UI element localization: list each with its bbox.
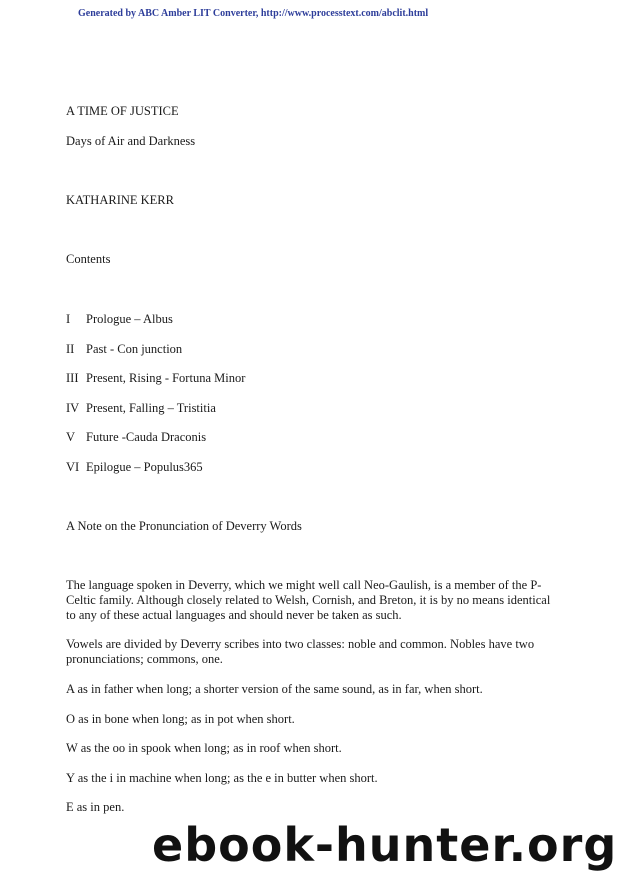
note-paragraph: E as in pen. — [66, 800, 125, 814]
toc-label: Epilogue – Populus365 — [86, 460, 203, 474]
note-paragraph: Y as the i in machine when long; as the e in butter when short. — [66, 771, 378, 785]
toc-item — [66, 342, 182, 357]
note-paragraph: W as the oo in spook when long; as in roof when short. — [66, 741, 342, 755]
toc-label: Prologue – Albus — [86, 312, 173, 326]
note-heading: A Note on the Pronunciation of Deverry Words — [66, 519, 302, 533]
toc-label: Present, Rising - Fortuna Minor — [86, 371, 246, 385]
toc-item — [66, 460, 203, 475]
toc-label: Past - Con junction — [86, 342, 183, 356]
toc-item — [66, 312, 173, 327]
toc-number: V — [66, 430, 76, 444]
note-paragraph: A as in father when long; a shorter version of the same sound, as in far, when short. — [66, 682, 483, 696]
converter-banner-link[interactable]: Generated by ABC Amber LIT Converter, http://www.processtext.com/abclit.html — [78, 8, 429, 19]
toc-number: VI — [66, 460, 80, 474]
toc-item — [66, 430, 206, 445]
toc-item — [66, 371, 245, 386]
book-subtitle: Days of Air and Darkness — [66, 134, 196, 148]
book-title: A TIME OF JUSTICE — [66, 104, 179, 118]
note-paragraph: Vowels are divided by Deverry scribes into two classes: noble and common. Nobles have two pronunciations; commons, one. — [66, 637, 535, 666]
toc-number: IV — [66, 401, 80, 415]
note-paragraph: O as in bone when long; as in pot when short. — [66, 712, 295, 726]
toc-item — [66, 401, 216, 416]
toc-label: Present, Falling – Tristitia — [86, 401, 216, 415]
toc-number: I — [66, 312, 71, 326]
toc-label: Future -Cauda Draconis — [86, 430, 207, 444]
watermark-text: ebook-hunter.org — [152, 818, 618, 872]
toc-number: III — [66, 371, 79, 385]
toc-number: II — [66, 342, 75, 356]
author-name: KATHARINE KERR — [66, 193, 174, 207]
note-paragraph: The language spoken in Deverry, which we might well call Neo-Gaulish, is a member of the P-Celtic family. Although closely related to Welsh, Cornish, and Breton, it is by no means identical to any of these actual languages and should never be taken as such. — [66, 578, 551, 622]
contents-heading: Contents — [66, 252, 111, 266]
